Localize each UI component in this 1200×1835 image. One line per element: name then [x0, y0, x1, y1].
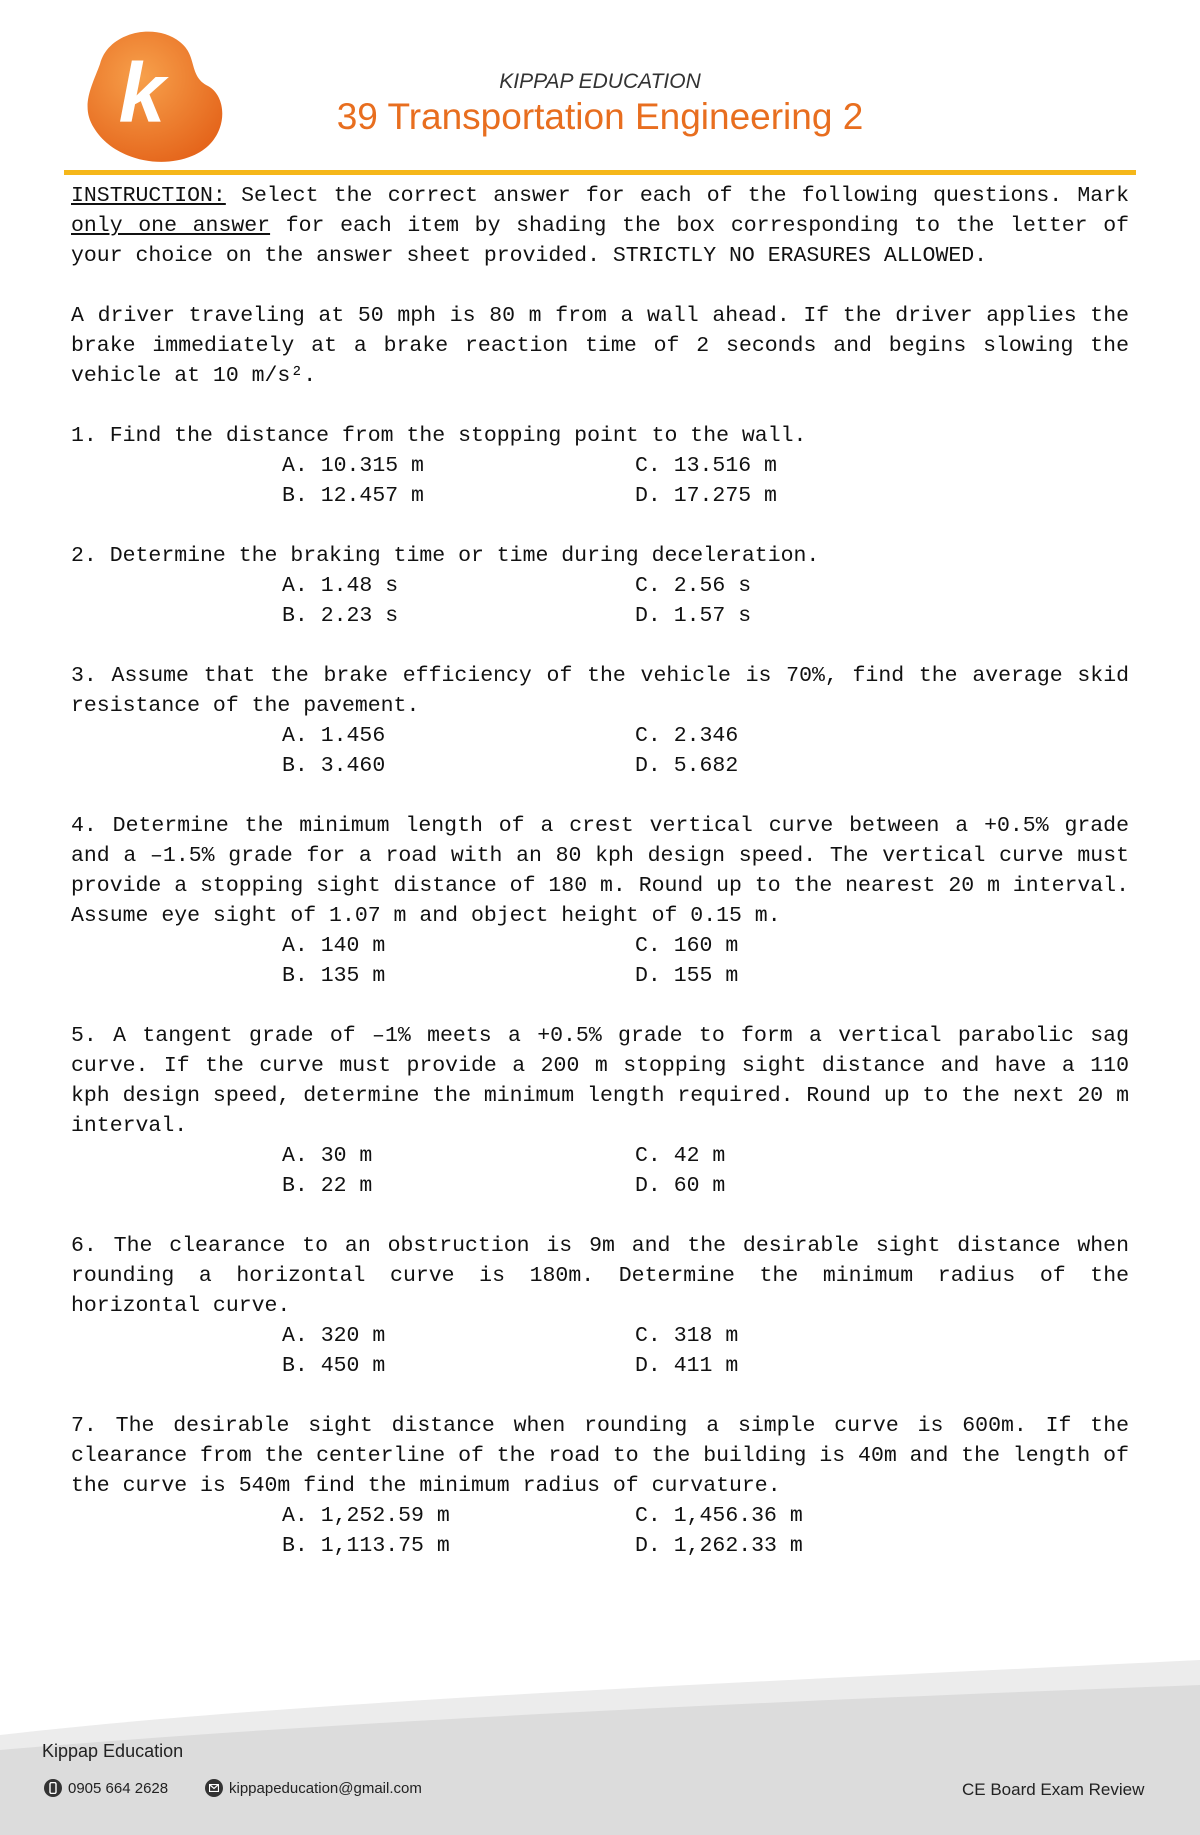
answer-choices: [282, 1321, 1129, 1381]
answer-choice: B. 1,113.75 m: [282, 1534, 450, 1558]
answer-choice: B. 450 m: [282, 1354, 386, 1378]
answer-choice: B. 3.460: [282, 754, 386, 778]
question-item: [71, 421, 1129, 511]
answer-choices: [282, 571, 1129, 631]
answer-choice: D. 60 m: [635, 1174, 726, 1198]
kippap-logo: [80, 24, 230, 164]
phone-icon: [44, 1779, 62, 1797]
answer-choices: [282, 1501, 1129, 1561]
question-text: 3. Assume that the brake efficiency of the vehicle is 70%, find the average skid resistance of the pavement.: [71, 664, 1129, 718]
answer-choice: D. 155 m: [635, 964, 739, 988]
answer-choice: C. 2.56 s: [635, 574, 752, 598]
answer-choice: C. 318 m: [635, 1324, 739, 1348]
brand-name: KIPPAP EDUCATION: [499, 70, 701, 93]
answer-choices: [282, 451, 1129, 511]
instruction-text-1: Select the correct answer for each of the following questions. Mark: [225, 184, 1129, 208]
header-divider: [64, 170, 1136, 175]
footer-background: [0, 1640, 1200, 1835]
question-text: 5. A tangent grade of –1% meets a +0.5% grade to form a vertical parabolic sag curve. If the curve must provide a 200 m stopping sight distance and have a 110 kph design speed, determine the minimum length required. Round up to the next 20 m interval.: [71, 1024, 1129, 1138]
answer-choice: A. 10.315 m: [282, 454, 424, 478]
answer-choice: C. 13.516 m: [635, 454, 777, 478]
answer-choices: [282, 721, 1129, 781]
instruction-label: INSTRUCTION:: [71, 184, 226, 208]
answer-choice: A. 30 m: [282, 1144, 373, 1168]
answer-choice: D. 1,262.33 m: [635, 1534, 803, 1558]
answer-choice: A. 1,252.59 m: [282, 1504, 450, 1528]
answer-choice: D. 1.57 s: [635, 604, 752, 628]
question-item: [71, 661, 1129, 781]
instruction-paragraph: [71, 181, 1129, 271]
instruction-emphasis: only one answer: [71, 214, 271, 238]
question-text: 1. Find the distance from the stopping point to the wall.: [71, 424, 807, 448]
answer-choice: D. 17.275 m: [635, 484, 777, 508]
question-item: [71, 1021, 1129, 1201]
question-text: 2. Determine the braking time or time during deceleration.: [71, 544, 820, 568]
answer-choice: B. 2.23 s: [282, 604, 399, 628]
question-item: [71, 811, 1129, 991]
footer-email: [205, 1779, 422, 1797]
question-text: 6. The clearance to an obstruction is 9m and the desirable sight distance when rounding a horizontal curve is 180m. Determine the minimum radius of the horizontal curve.: [71, 1234, 1129, 1318]
answer-choice: D. 5.682: [635, 754, 739, 778]
answer-choice: A. 1.48 s: [282, 574, 399, 598]
question-list: [71, 391, 1129, 1561]
email-icon: [205, 1779, 223, 1797]
answer-choice: C. 1,456.36 m: [635, 1504, 803, 1528]
answer-choice: C. 2.346: [635, 724, 739, 748]
footer-tagline: CE Board Exam Review: [962, 1780, 1145, 1799]
footer-phone-number: 0905 664 2628: [68, 1779, 169, 1797]
answer-choice: A. 320 m: [282, 1324, 386, 1348]
document-title: 39 Transportation Engineering 2: [336, 96, 864, 137]
answer-choices: [282, 931, 1129, 991]
question-item: [71, 1231, 1129, 1381]
answer-choices: [282, 1141, 1129, 1201]
answer-choice: A. 140 m: [282, 934, 386, 958]
exam-content: [71, 181, 1129, 1561]
answer-choice: B. 135 m: [282, 964, 386, 988]
footer-brand: Kippap Education: [42, 1741, 184, 1761]
answer-choice: B. 22 m: [282, 1174, 373, 1198]
answer-choice: B. 12.457 m: [282, 484, 424, 508]
question-text: 4. Determine the minimum length of a crest vertical curve between a +0.5% grade and a –1.5% grade for a road with an 80 kph design speed. The vertical curve must provide a stopping sight distance of 180 m. Round up to the nearest 20 m interval. Assume eye sight of 1.07 m and object height of 0.15 m.: [71, 814, 1129, 928]
question-item: [71, 1411, 1129, 1561]
footer-phone: [44, 1779, 168, 1797]
footer-email-address[interactable]: kippapeducation@gmail.com: [229, 1779, 422, 1797]
answer-choice: C. 160 m: [635, 934, 739, 958]
question-text: 7. The desirable sight distance when rounding a simple curve is 600m. If the clearance from the centerline of the road to the building is 40m and the length of the curve is 540m find the minimum radius of curvature.: [71, 1414, 1129, 1498]
answer-choice: D. 411 m: [635, 1354, 739, 1378]
logo-letter: k: [118, 46, 166, 140]
answer-choice: C. 42 m: [635, 1144, 726, 1168]
problem-scenario: A driver traveling at 50 mph is 80 m from a wall ahead. If the driver applies the brake immediately at a brake reaction time of 2 seconds and begins slowing the vehicle at 10 m/s².: [71, 304, 1129, 388]
answer-choice: A. 1.456: [282, 724, 386, 748]
question-item: [71, 541, 1129, 631]
instruction-text-2: for each item by shading the box corresponding to the letter of your choice on the answer sheet provided. STRICTLY NO ERASURES ALLOWED.: [71, 214, 1129, 268]
